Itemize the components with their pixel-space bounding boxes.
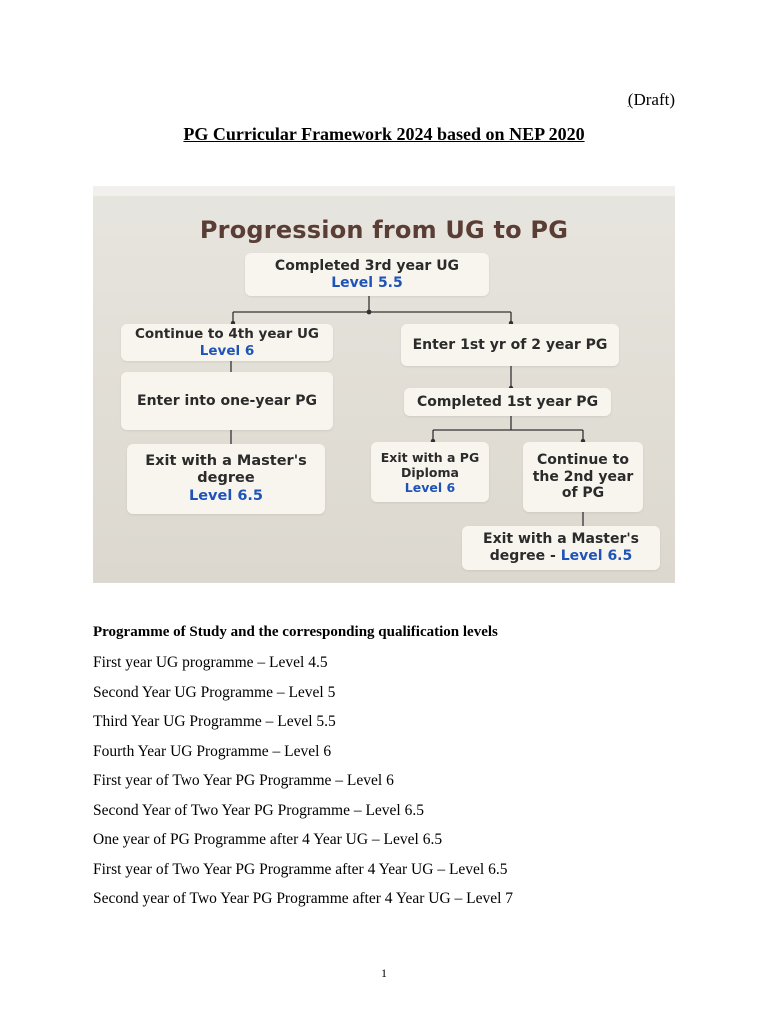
page-number: 1 [381,966,387,980]
node-text-line1: Continue to [537,451,629,468]
node-text-line2: Diploma [401,464,459,480]
draft-paren: ( [627,90,634,109]
document-title [0,124,768,145]
list-item: Second Year of Two Year PG Programme – Level 6.5 [93,801,424,819]
node-text-line1: Exit with a PG [380,449,480,465]
list-item: Third Year UG Programme – Level 5.5 [93,713,336,730]
list-item: First year of Two Year PG Programme after 4 Year UG – Level 6.5 [93,860,508,878]
node-text: Enter into one-year PG [137,392,317,409]
node-level: Level 6.5 [560,548,633,564]
list-item: Second Year UG Programme – Level 5 [93,683,336,701]
list-item: Fourth Year UG Programme – Level 6 [93,742,332,760]
node-exit-masters-left [127,444,325,514]
node-level: Level 6 [199,342,255,359]
node-text: Completed 3rd year UG [274,257,460,274]
list-item: Second year of Two Year PG Programme after 4 Year UG – Level 7 [93,890,514,907]
node-text-line2: degree - [489,548,561,564]
node-continue-4th-year [121,324,333,361]
node-exit-pg-diploma [371,442,489,502]
document-title-text: PG Curricular Framework 2024 based on NEP 2020 [183,124,585,144]
node-exit-masters-right [462,526,660,570]
node-text: Continue to 4th year UG [134,326,319,343]
node-enter-one-year-pg [121,372,333,430]
draft-word: Draft) [633,90,675,109]
node-level: Level 6.5 [188,487,264,504]
node-text-line1: Exit with a Master's [483,531,639,548]
figure-title: Progression from UG to PG [199,216,569,244]
qualification-level-list [93,651,513,917]
list-item: First year UG programme – Level 4.5 [93,654,328,671]
progression-figure [93,186,675,583]
draft-label [628,90,675,110]
node-text-line3: of PG [561,485,605,502]
node-level: Level 6 [404,479,456,495]
node-completed-3rd-year [245,253,489,296]
node-text: Enter 1st yr of 2 year PG [412,336,608,353]
node-continue-2nd-year [523,442,643,512]
node-text: Completed 1st year PG [416,393,599,410]
node-text-line1: Exit with a Master's [145,452,307,469]
section-heading: Programme of Study and the corresponding qualification levels [93,624,498,640]
list-item: First year of Two Year PG Programme – Level 6 [93,772,394,789]
node-text-line2: the 2nd year [532,468,634,485]
node-text-line2: degree [197,470,255,487]
node-level: Level 5.5 [331,274,403,291]
node-completed-1st-year-pg [404,388,611,416]
list-item: One year of PG Programme after 4 Year UG – Level 6.5 [93,831,443,848]
node-enter-1st-yr-pg [401,324,619,366]
